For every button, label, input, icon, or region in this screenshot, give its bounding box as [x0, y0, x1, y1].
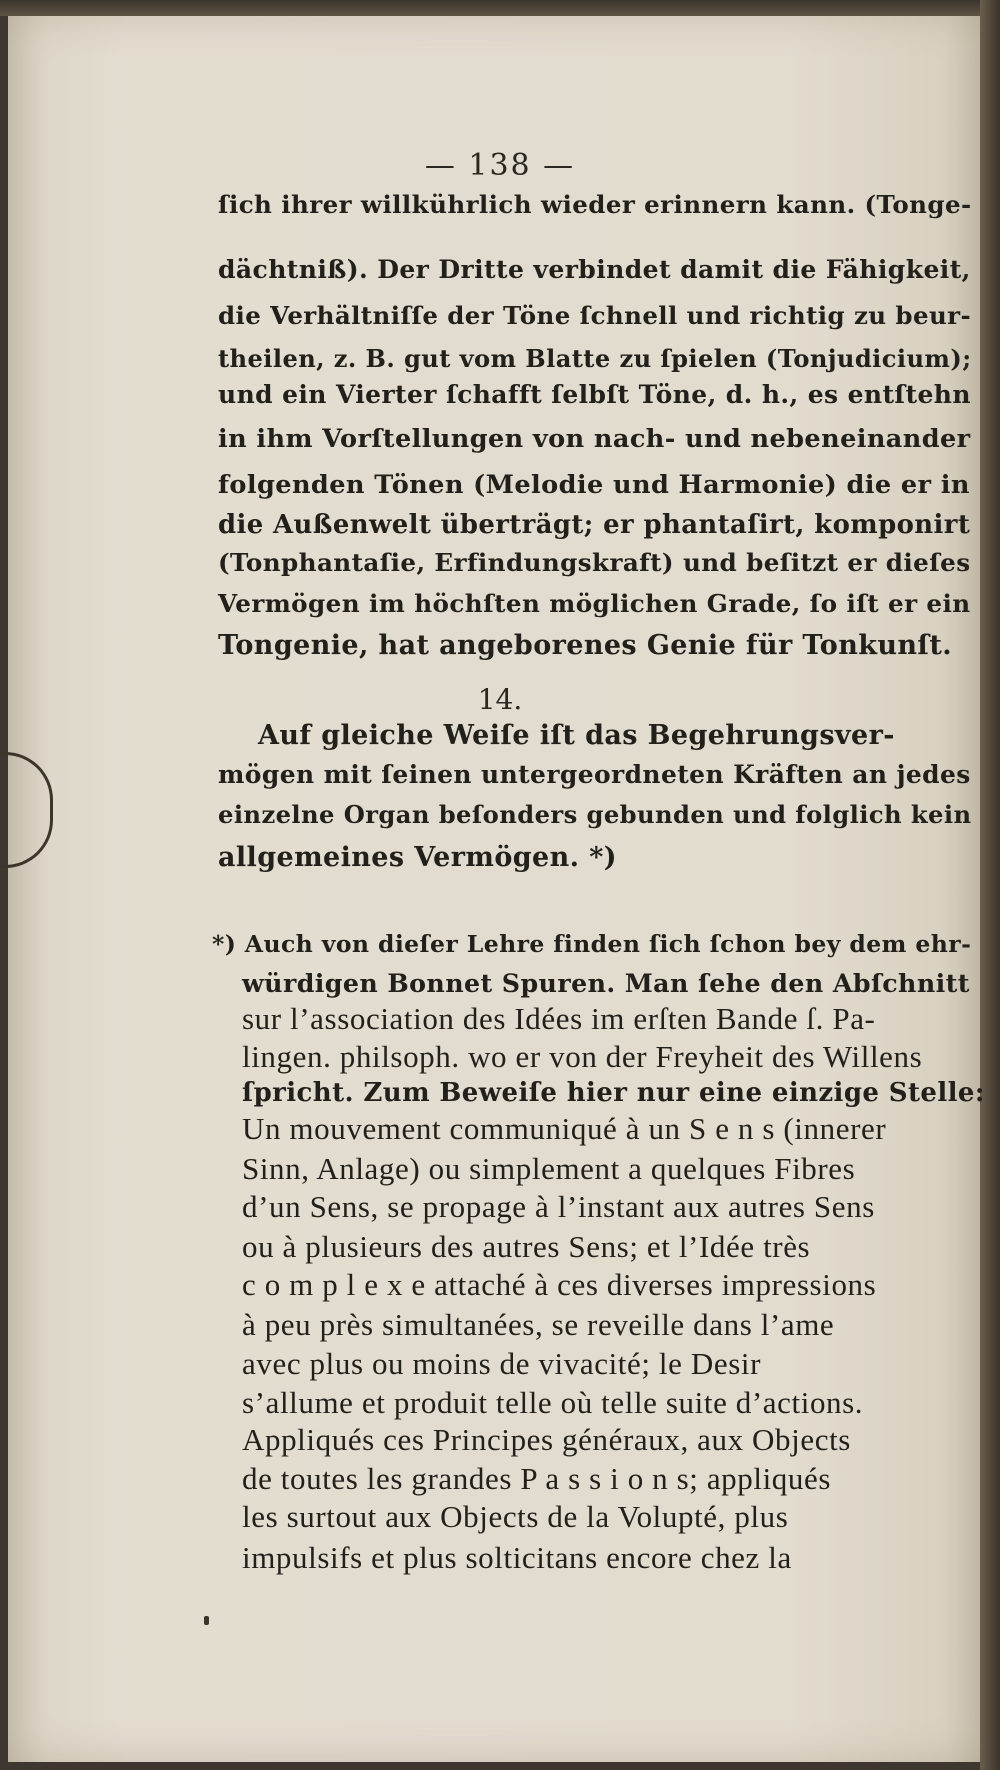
section-line: einzelne Organ beſonders gebunden und folglich kein: [218, 800, 972, 829]
footnote-line: lingen. philsoph. wo er von der Freyheit des Willens: [242, 1039, 923, 1074]
footnote-line: avec plus ou moins de vivacité; le Desir: [242, 1346, 762, 1381]
footnote-line: s’allume et produit telle où telle suite d’actions.: [242, 1385, 864, 1420]
body-line: folgenden Tönen (Melodie und Harmonie) die er in: [218, 470, 970, 500]
body-line: (Tonphantaſie, Erfindungskraft) und beſitzt er dieſes: [218, 548, 971, 577]
footnote-line: ou à plusieurs des autres Sens; et l’Idée très: [242, 1229, 811, 1264]
footnote-line: sur l’association des Idées im erſten Bande ſ. Pa-: [242, 1001, 876, 1036]
page-top-edge: [0, 0, 1000, 16]
section-line: allgemeines Vermögen. *): [218, 842, 617, 873]
section-line: mögen mit ſeinen untergeordneten Kräften an jedes: [218, 760, 971, 789]
footnote-line: Un mouvement communiqué à un S e n s (innerer: [242, 1111, 887, 1146]
footnote-line: les surtout aux Objects de la Volupté, plus: [242, 1499, 789, 1534]
footnote-line: ſpricht. Zum Beweiſe hier nur eine einzige Stelle:: [242, 1078, 985, 1108]
body-line: dächtniß). Der Dritte verbindet damit die Fähigkeit,: [218, 254, 971, 284]
footnote-line: Appliqués ces Principes généraux, aux Objects: [242, 1422, 851, 1457]
ink-speck: [204, 1616, 209, 1625]
body-line: ſich ihrer willkührlich wieder erinnern kann. (Tonge-: [218, 190, 972, 219]
body-line: Vermögen im höchſten möglichen Grade, ſo iſt er ein: [218, 589, 971, 618]
section-number: 14.: [477, 683, 523, 716]
page-number: — 138 —: [424, 148, 576, 183]
body-line: die Außenwelt überträgt; er phantaſirt, komponirt: [218, 510, 971, 540]
body-line: theilen, z. B. gut vom Blatte zu ſpielen (Tonjudicium);: [218, 344, 972, 373]
footnote-line: de toutes les grandes P a s s i o n s; appliqués: [242, 1461, 832, 1496]
footnote-line: würdigen Bonnet Spuren. Man ſehe den Abſchnitt: [242, 968, 970, 998]
footnote-line: Sinn, Anlage) ou simplement a quelques Fibres: [242, 1151, 856, 1186]
footnote-line: impulsifs et plus solticitans encore chez la: [242, 1540, 792, 1575]
footnote-line: c o m p l e x e attaché à ces diverses impressions: [242, 1267, 877, 1302]
book-binding-edge: [980, 0, 1000, 1770]
body-line: Tongenie, hat angeborenes Genie für Tonkunſt.: [218, 630, 953, 661]
footnote-line: d’un Sens, se propage à l’instant aux autres Sens: [242, 1189, 875, 1224]
body-line: und ein Vierter ſchafft ſelbſt Töne, d. h., es entſtehn: [218, 380, 971, 409]
body-line: die Verhältniſſe der Töne ſchnell und richtig zu beur-: [218, 301, 972, 330]
section-line: Auf gleiche Weiſe iſt das Begehrungsver-: [258, 720, 895, 751]
body-line: in ihm Vorſtellungen von nach- und nebeneinander: [218, 424, 971, 454]
footnote-line: à peu près simultanées, se reveille dans l’ame: [242, 1307, 835, 1342]
footnote-line: *) Auch von dieſer Lehre finden ſich ſchon bey dem ehr-: [212, 930, 972, 958]
